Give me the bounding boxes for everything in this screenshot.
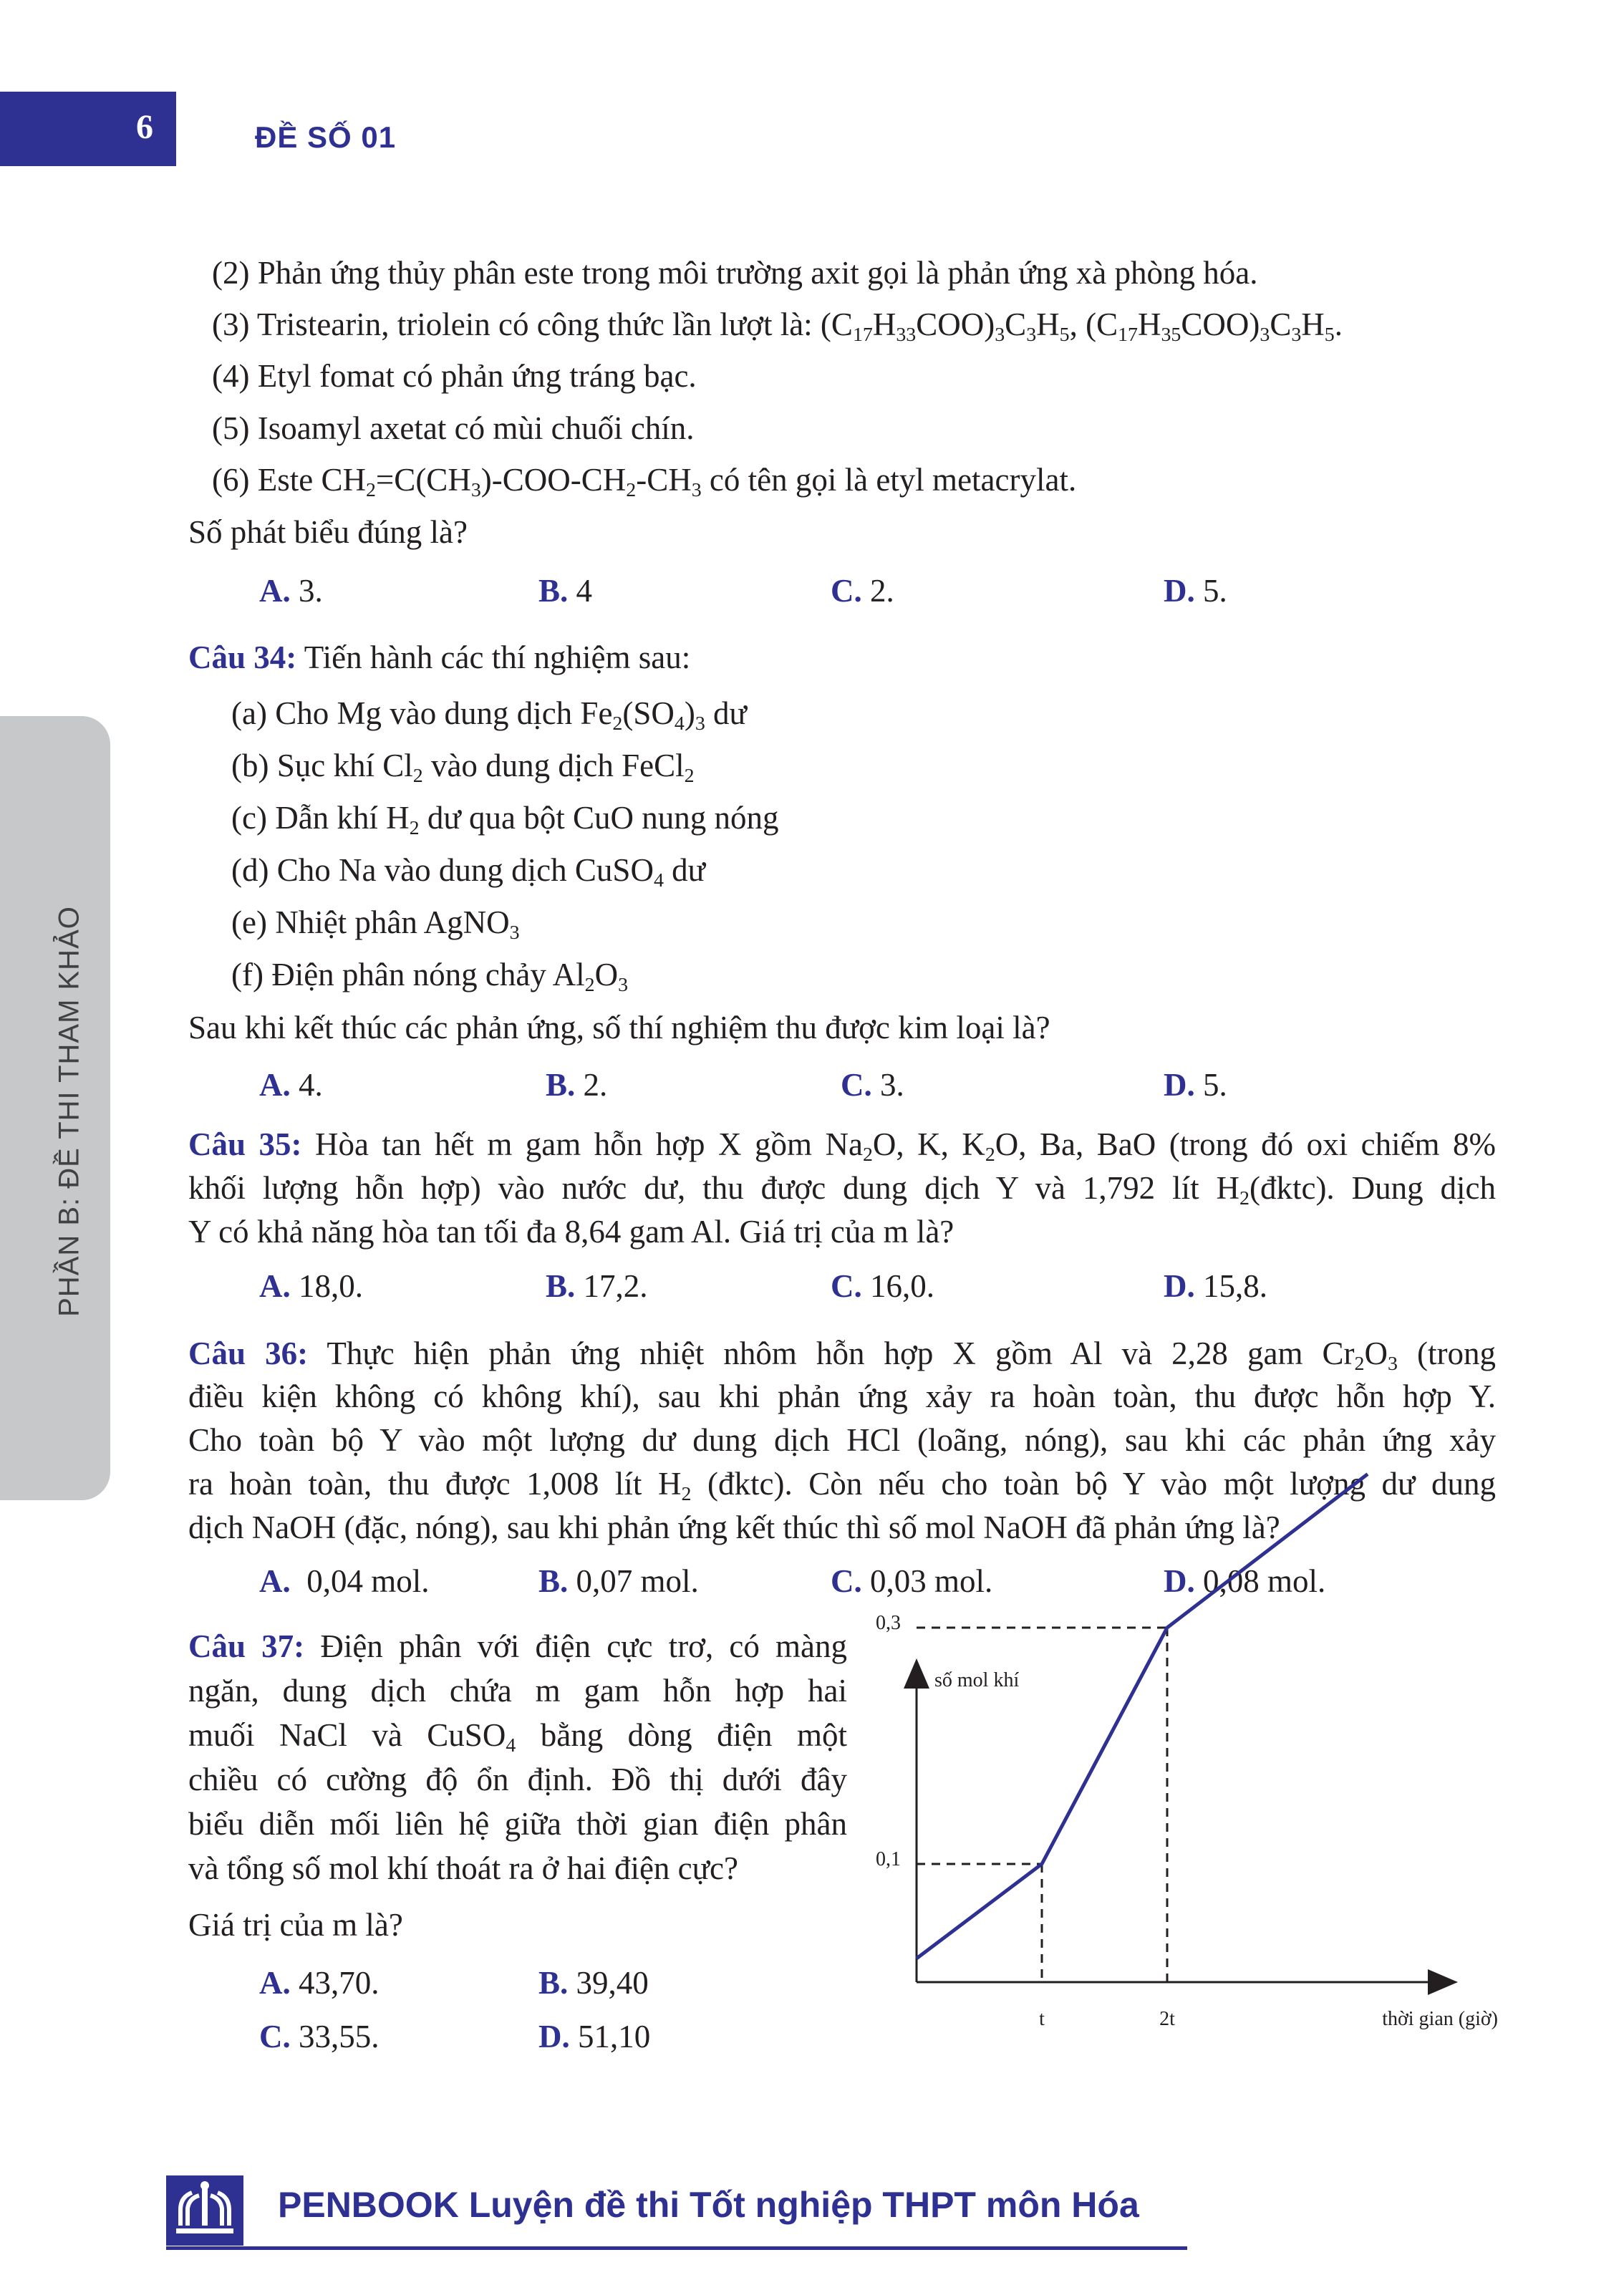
- q34-item-b: (b) Sục khí $Cl_2$ vào dung dịch FeCl$_2$: [231, 748, 695, 787]
- q37-line-5: biểu diễn mối liên hệ giữa thời gian điện phân: [188, 1806, 847, 1842]
- q36-line-1: Câu 36: Thực hiện phản ứng nhiệt nhôm hỗn hợp X gồm Al và 2,28 gam $Cr_2O_3$ (trong: [188, 1335, 1496, 1375]
- q36-option-a[interactable]: A. 0,04 mol.: [259, 1563, 430, 1599]
- q37-option-d[interactable]: D. 51,10: [538, 2019, 651, 2054]
- q34-item-e: (e) Nhiệt phân AgNO$_3$: [231, 904, 520, 944]
- q36-option-d[interactable]: D. 0,08 mol.: [1164, 1563, 1326, 1599]
- q34-item-c: (c) Dẫn khí $H_2$ dư qua bột CuO nung nóng: [231, 800, 779, 839]
- footer-rule: [166, 2246, 1187, 2250]
- q37-option-b[interactable]: B. 39,40: [538, 1965, 649, 2001]
- q36-option-c[interactable]: C. 0,03 mol.: [831, 1563, 993, 1599]
- q33-statement-5: (5) Isoamyl axetat có mùi chuối chín.: [212, 410, 695, 446]
- q37-line-3: muối NaCl và CuSO$_4$ bằng dòng điện một: [188, 1717, 847, 1757]
- x-axis-label: thời gian (giờ): [1382, 2008, 1498, 2030]
- q34-item-d: (d) Cho Na vào dung dịch CuSO$_4$ dư: [231, 852, 706, 892]
- q36-line-5: dịch NaOH (đặc, nóng), sau khi phản ứng kết thúc thì số mol NaOH đã phản ứng là?: [188, 1510, 1280, 1545]
- q33-option-d[interactable]: D. 5.: [1164, 573, 1227, 609]
- footer-title: PENBOOK Luyện đề thi Tốt nghiệp THPT môn Hóa: [278, 2185, 1139, 2225]
- y-tick-label-0: 0,1: [876, 1848, 901, 1870]
- q33-statement-4: (4) Etyl fomat có phản ứng tráng bạc.: [212, 358, 697, 394]
- q33-option-c[interactable]: C. 2.: [831, 573, 894, 609]
- q33-statement-3: (3) Tristearin, triolein có công thức lần lượt là: $(C_{17}H_{33}COO)_3C_3H_5$, $(C_{17}H_{35}COO)_3C_3H_5$.: [212, 306, 1343, 346]
- q37-line-6: và tổng số mol khí thoát ra ở hai điện cực?: [188, 1850, 738, 1886]
- q37-question: Giá trị của m là?: [188, 1907, 403, 1943]
- page-number: 6: [136, 108, 153, 146]
- q34-option-c[interactable]: C. 3.: [841, 1067, 904, 1103]
- q36-line-2: điều kiện không có không khí), sau khi phản ứng xảy ra hoàn toàn, thu được hỗn hợp Y.: [188, 1378, 1496, 1414]
- q37-line-2: ngăn, dung dịch chứa m gam hỗn hợp hai: [188, 1673, 847, 1709]
- q37-line-1: Câu 37: Điện phân với điện cực trơ, có màng: [188, 1628, 847, 1664]
- q34-option-a[interactable]: A. 4.: [259, 1067, 323, 1103]
- q33-question: Số phát biểu đúng là?: [188, 514, 468, 550]
- q36-option-b[interactable]: B. 0,07 mol.: [538, 1563, 699, 1599]
- penbook-logo-icon: [166, 2175, 243, 2246]
- q35-option-c[interactable]: C. 16,0.: [831, 1268, 934, 1304]
- y-tick-label-1: 0,3: [876, 1612, 901, 1634]
- q33-statement-2: (2) Phản ứng thủy phân este trong môi trường axit gọi là phản ứng xà phòng hóa.: [212, 255, 1258, 291]
- page-title: ĐỀ SỐ 01: [255, 120, 397, 154]
- q35-option-b[interactable]: B. 17,2.: [546, 1268, 648, 1304]
- q37-line-4: chiều có cường độ ổn định. Đồ thị dưới đây: [188, 1762, 847, 1797]
- q34-option-d[interactable]: D. 5.: [1164, 1067, 1227, 1103]
- q35-option-a[interactable]: A. 18,0.: [259, 1268, 363, 1304]
- q34-stem: Câu 34: Tiến hành các thí nghiệm sau:: [188, 639, 691, 675]
- q35-line-2: khối lượng hỗn hợp) vào nước dư, thu được dung dịch Y và 1,792 lít $H_2(đktc)$. Dung dịch: [188, 1170, 1496, 1209]
- q33-option-a[interactable]: A. 3.: [259, 573, 323, 609]
- y-axis-label: số mol khí: [934, 1669, 1020, 1691]
- q33-option-b[interactable]: B. 4: [538, 573, 593, 609]
- x-tick-label-0: t: [1039, 2008, 1045, 2030]
- q34-question: Sau khi kết thúc các phản ứng, số thí nghiệm thu được kim loại là?: [188, 1010, 1050, 1045]
- x-tick-label-1: 2t: [1159, 2008, 1175, 2030]
- q36-line-3: Cho toàn bộ Y vào một lượng dư dung dịch HCl (loãng, nóng), sau khi các phản ứng xảy: [188, 1422, 1496, 1458]
- q35-line-1: Câu 35: Hòa tan hết m gam hỗn hợp X gồm $Na_2O$, K, $K_2O$, Ba, BaO (trong đó oxi chiếm 8%: [188, 1126, 1497, 1166]
- q34-item-a: (a) Cho Mg vào dung dịch $Fe_2(SO_4)_3$ dư: [231, 695, 747, 735]
- q37-option-a[interactable]: A. 43,70.: [259, 1965, 380, 2001]
- q33-statement-6: (6) Este $CH_2=C(CH_3)-COO-CH_2-CH_3$ có tên gọi là etyl metacrylat.: [212, 462, 1077, 501]
- q37-option-c[interactable]: C. 33,55.: [259, 2019, 380, 2054]
- side-tab-label: PHẦN B: ĐỀ THI THAM KHẢO: [53, 906, 85, 1317]
- q34-item-f: (f) Điện phân nóng chảy $Al_2O_3$: [231, 957, 629, 996]
- q35-option-d[interactable]: D. 15,8.: [1164, 1268, 1267, 1304]
- electrolysis-chart: [845, 1612, 1504, 2055]
- q36-line-4: ra hoàn toàn, thu được 1,008 lít $H_2$ (đktc). Còn nếu cho toàn bộ Y vào một lượng dư dung: [188, 1466, 1496, 1505]
- q35-line-3: Y có khả năng hòa tan tối đa 8,64 gam Al. Giá trị của m là?: [188, 1214, 954, 1250]
- q34-option-b[interactable]: B. 2.: [546, 1067, 608, 1103]
